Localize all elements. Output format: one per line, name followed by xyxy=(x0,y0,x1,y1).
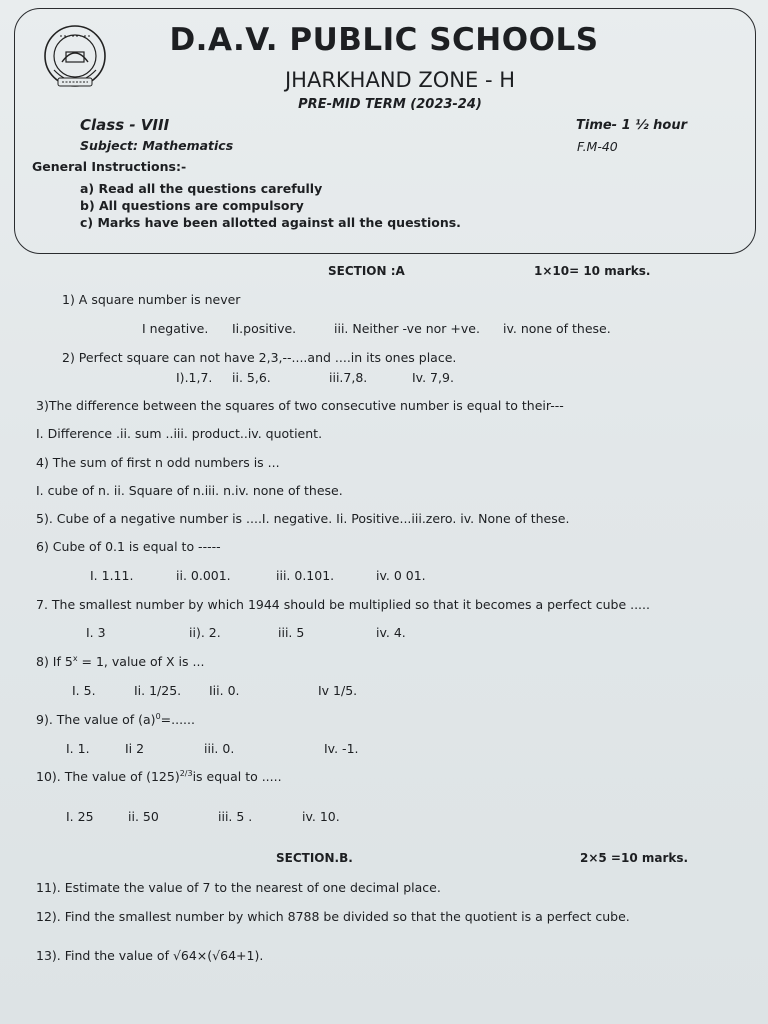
option: ii. 0.001. xyxy=(176,568,231,583)
option: I. 5. xyxy=(72,683,96,698)
question-4: 4) The sum of first n odd numbers is ... xyxy=(36,455,280,470)
section-a-title: SECTION :A xyxy=(328,264,405,278)
question-3: 3)The difference between the squares of two consecutive number is equal to their--- xyxy=(36,398,564,413)
instruction-item: b) All questions are compulsory xyxy=(80,198,304,213)
section-a-marks: 1×10= 10 marks. xyxy=(534,264,651,278)
section-b-marks: 2×5 =10 marks. xyxy=(580,851,689,865)
option: Iii. 0. xyxy=(209,683,240,698)
zone-name: JHARKHAND ZONE - H xyxy=(284,68,516,92)
time-label: Time- 1 ½ hour xyxy=(576,118,688,133)
option: I).1,7. xyxy=(176,370,213,385)
instruction-item: a) Read all the questions carefully xyxy=(80,181,323,196)
school-name: D.A.V. PUBLIC SCHOOLS xyxy=(169,22,599,58)
question-1: 1) A square number is never xyxy=(62,292,241,307)
question-9: 9). The value of $(a)^0=$...... xyxy=(36,712,195,728)
option: Iv. -1. xyxy=(324,741,359,756)
option: Iv 1/5. xyxy=(318,683,358,698)
option: iii. 0.101. xyxy=(276,568,335,583)
option: I. 1. xyxy=(66,741,90,756)
option: ii. 5,6. xyxy=(232,370,271,385)
class-label: Class - VIII xyxy=(80,116,170,134)
question-12: 12). Find the smallest number by which 8788 be divided so that the quotient is a perfect cube. xyxy=(36,909,630,924)
full-marks-label: F.M-40 xyxy=(577,139,618,154)
question-3-options: I. Difference .ii. sum ..iii. product..iv. quotient. xyxy=(36,426,323,441)
option: I. 1.11. xyxy=(90,568,134,583)
option: iii.7,8. xyxy=(329,370,368,385)
option: iii. 5 . xyxy=(218,809,253,824)
option: iii. Neither -ve nor +ve. xyxy=(334,321,480,336)
option: iv. 4. xyxy=(376,625,406,640)
section-b-title: SECTION.B. xyxy=(276,851,353,865)
question-13: 13). Find the value of √64×(√64+1). xyxy=(36,948,264,963)
option: ii. 50 xyxy=(128,809,159,824)
option: I. 3 xyxy=(86,625,106,640)
option: iv. 10. xyxy=(302,809,340,824)
option: Ii.positive. xyxy=(232,321,297,336)
option: ii). 2. xyxy=(189,625,221,640)
instruction-item: c) Marks have been allotted against all the questions. xyxy=(80,215,461,230)
option: iv. 0 01. xyxy=(376,568,426,583)
question-7: 7. The smallest number by which 1944 should be multiplied so that it becomes a perfect cube ..... xyxy=(36,597,650,612)
option: I. 25 xyxy=(66,809,94,824)
subject-label: Subject: Mathematics xyxy=(80,138,234,153)
option: Ii 2 xyxy=(125,741,145,756)
option: iii. 0. xyxy=(204,741,235,756)
question-2: 2) Perfect square can not have 2,3,--....and ....in its ones place. xyxy=(62,350,457,365)
question-11: 11). Estimate the value of 7 to the nearest of one decimal place. xyxy=(36,880,441,895)
option: Iv. 7,9. xyxy=(412,370,454,385)
question-8: 8) If $5^x = 1$, value of X is ... xyxy=(36,654,205,670)
question-4-options: I. cube of n. ii. Square of n.iii. n.iv. none of these. xyxy=(36,483,343,498)
option: iii. 5 xyxy=(278,625,305,640)
instructions-title: General Instructions:- xyxy=(32,159,187,174)
question-5: 5). Cube of a negative number is ....I. negative. Ii. Positive...iii.zero. iv. None of these. xyxy=(36,511,570,526)
question-10: 10). The value of $(125)^{2/3}is$ equal to ..... xyxy=(36,769,282,785)
option: Ii. 1/25. xyxy=(134,683,182,698)
option: iv. none of these. xyxy=(503,321,611,336)
option: I negative. xyxy=(142,321,209,336)
exam-term: PRE-MID TERM (2023-24) xyxy=(298,97,482,112)
question-6: 6) Cube of 0.1 is equal to ----- xyxy=(36,539,221,554)
